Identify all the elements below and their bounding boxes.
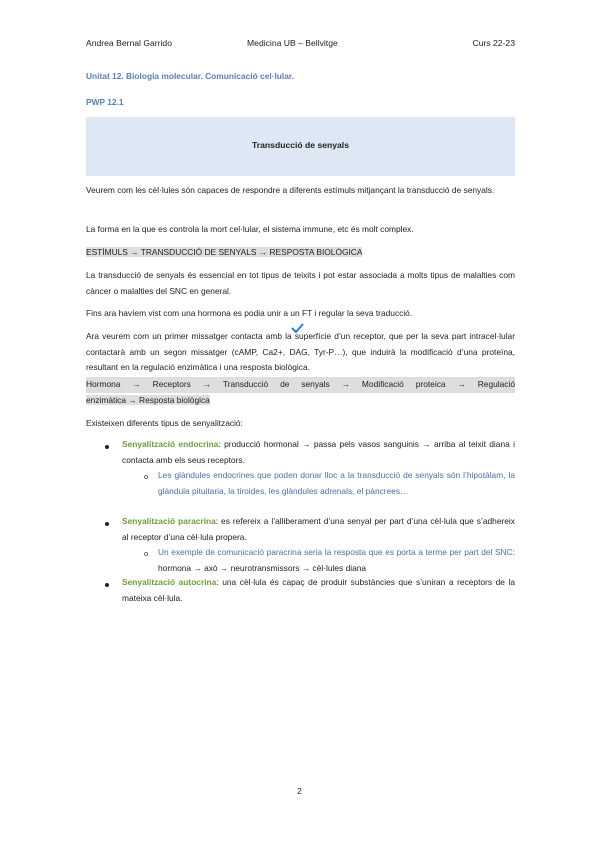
paragraph-flow bbox=[86, 245, 515, 261]
paragraph-types: Existeixen diferents tipus de senyalització: bbox=[86, 418, 243, 428]
page-header bbox=[86, 38, 515, 52]
paragraph-messenger: Ara veurem com un primer missatger contacta amb la superfície d’un receptor, que per la seva part intracel·lular contactarà amb un segon missatger (cAMP, Ca2+, DAG, Tyr-P…), que induirà la modificació d’una proteïna, resultant en la regulació enzimàtica i una resposta biològica. bbox=[86, 331, 515, 372]
bullet-dot bbox=[105, 445, 109, 449]
bullet-dot bbox=[105, 522, 109, 526]
sub-paracrine-example bbox=[158, 545, 515, 576]
cascade-line-1-text: Hormona → Receptors → Transducció de senyals → Modificació proteica → Regulació bbox=[86, 377, 515, 393]
sub-paracrine-example-b: : hormona → axó → neurotransmissors → cèl·lules diana bbox=[158, 547, 515, 573]
term-endocrine: Senyalització endocrina bbox=[122, 439, 219, 449]
term-paracrine: Senyalització paracrina bbox=[122, 516, 216, 526]
sub-bullet-marker: o bbox=[144, 472, 149, 481]
cascade-line-1 bbox=[86, 377, 515, 393]
unit-title: Unitat 12. Biologia molecular. Comunicació cel·lular. bbox=[86, 71, 295, 81]
paragraph-intro: Veurem com les cèl·lules són capaces de respondre a diferents estímuls mitjançant la transducció de senyals. bbox=[86, 185, 495, 195]
paragraph-diseases: La transducció de senyals és essencial en tot tipus de teixits i pot estar associada a molts tipus de malalties com càncer o malalties del SNC en general. bbox=[86, 270, 515, 296]
header-author: Andrea Bernal Garrido bbox=[86, 38, 172, 48]
paragraph-cascade bbox=[86, 377, 515, 408]
bullet-dot bbox=[105, 583, 109, 587]
text-endocrine: : producció hormonal → passa pels vasos sanguinis → arriba al teixit diana i contacta amb els seus receptors. bbox=[122, 439, 515, 465]
term-autocrine: Senyalització autocrina bbox=[122, 577, 217, 587]
flow-highlight: ESTÍMULS → TRANSDUCCIÓ DE SENYALS → RESPOSTA BIOLÒGICA bbox=[86, 247, 363, 257]
section-title: Transducció de senyals bbox=[252, 140, 349, 150]
pwp-label: PWP 12.1 bbox=[86, 97, 124, 107]
paragraph-control: La forma en la que es controla la mort cel·lular, el sistema immune, etc és molt complex. bbox=[86, 224, 414, 234]
paragraph-hormone: Fins ara havíem vist com una hormona es podia unir a un FT i regular la seva traducció. bbox=[86, 308, 413, 318]
bullet-paracrine bbox=[122, 514, 515, 545]
section-title-box bbox=[86, 117, 515, 176]
sub-paracrine-example-a: Un exemple de comunicació paracrina seria la resposta que es porta a terme per part del SNC bbox=[158, 547, 513, 557]
bullet-endocrine bbox=[122, 437, 515, 468]
header-course: Curs 22-23 bbox=[472, 38, 515, 48]
text-autocrine: : una cèl·lula és capaç de produir substàncies que s’uniran a receptors de la mateixa cèl·lula. bbox=[122, 577, 515, 603]
cascade-line-2: enzimàtica → Resposta biològica bbox=[86, 394, 210, 405]
sub-bullet-marker: o bbox=[144, 549, 149, 558]
bullet-autocrine bbox=[122, 575, 515, 606]
page-number: 2 bbox=[297, 786, 302, 796]
header-subject: Medicina UB – Bellvitge bbox=[247, 38, 338, 48]
checkmark-icon bbox=[291, 323, 304, 336]
text-paracrine: : es refereix a l’alliberament d’una senyal per part d’una cèl·lula que s’adhereix al receptor d’una cèl·lula propera. bbox=[122, 516, 515, 542]
sub-endocrine-glands: Les glàndules endocrines que poden donar lloc a la transducció de senyals són l’hipotàlam, la glàndula pituitaria, la tiroides, les glàndules adrenals, el pàncrees… bbox=[158, 470, 515, 496]
